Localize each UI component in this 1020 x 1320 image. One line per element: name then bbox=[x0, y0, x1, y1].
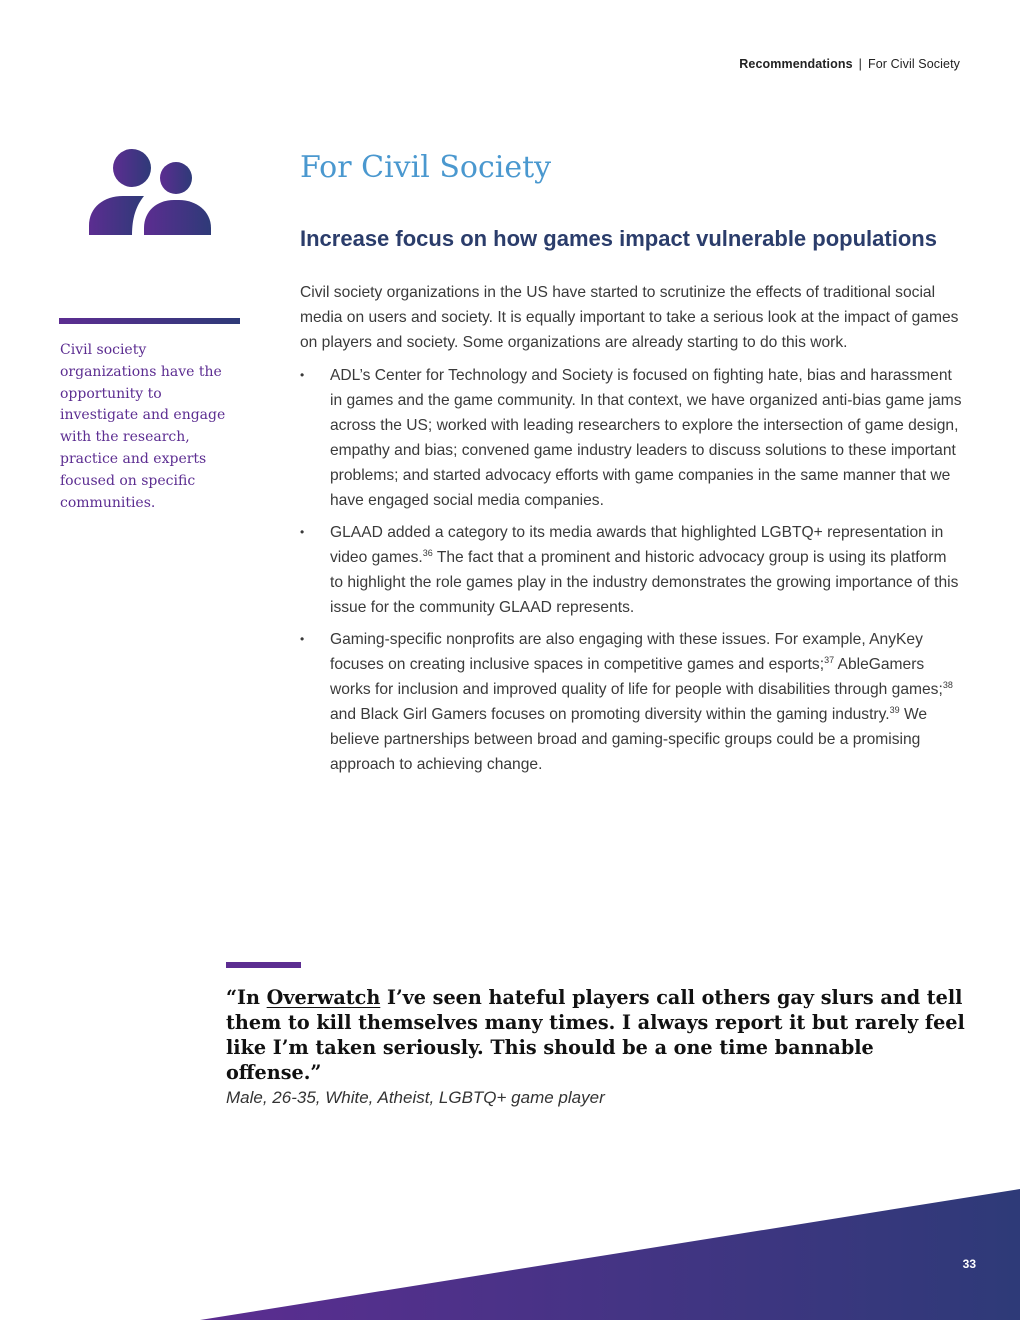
intro-paragraph: Civil society organizations in the US have started to scrutinize the effects of traditional social media on users and society. It is equally important to take a serious look at the impact of games on players and society. Some organizations are already starting to do this work. bbox=[300, 284, 959, 351]
quote-rest: I’ve seen hateful players call others gay slurs and tell them to kill themselves many times. I always report it but rarely feel like I’m taken seriously. This should be a one time bannable offense.” bbox=[226, 986, 965, 1084]
footnote-ref[interactable]: 37 bbox=[824, 654, 835, 665]
bullet-list bbox=[300, 363, 962, 777]
bullet-text: We believe partnerships between broad and gaming-specific groups could be a promising approach to achieving change. bbox=[330, 706, 928, 773]
header-subsection: For Civil Society bbox=[868, 57, 960, 71]
bullet-glyph: • bbox=[300, 525, 305, 539]
bullet-text: and Black Girl Gamers focuses on promoting diversity within the gaming industry. bbox=[330, 706, 890, 723]
pull-quote bbox=[226, 985, 966, 1085]
quote-open: “In bbox=[226, 986, 267, 1009]
body-text bbox=[300, 280, 962, 784]
running-header bbox=[739, 57, 960, 71]
footnote-ref[interactable]: 39 bbox=[889, 704, 900, 715]
bullet-glyph: • bbox=[300, 368, 305, 382]
bullet-text: The fact that a prominent and historic advocacy group is using its platform to highlight the role games play in the industry demonstrates the growing importance of this issue for the community GLAAD represents. bbox=[330, 549, 959, 616]
bullet-item-nonprofits bbox=[300, 627, 962, 777]
bullet-text: ADL’s Center for Technology and Society is focused on fighting hate, bias and harassment in games and the game community. In that context, we have organized anti-bias game jams across the US; worked with leading researchers to explore the intersection of game design, empathy and bias; convened game industry leaders to discuss solutions to these important problems; and started advocacy efforts with game companies in the same manner that we have engaged social media companies. bbox=[330, 367, 962, 509]
quote-accent-bar bbox=[226, 962, 301, 968]
people-group-icon bbox=[88, 148, 212, 236]
bullet-text: GLAAD added a category to its media awards that highlighted LGBTQ+ representation in video games. bbox=[330, 524, 944, 566]
page-number: 33 bbox=[962, 1257, 976, 1271]
bullet-glyph: • bbox=[300, 632, 305, 646]
header-separator: | bbox=[858, 57, 862, 71]
header-section: Recommendations bbox=[739, 57, 853, 71]
page-title: For Civil Society bbox=[300, 150, 552, 185]
footnote-ref[interactable]: 36 bbox=[422, 547, 433, 558]
quote-attribution: Male, 26-35, White, Atheist, LGBTQ+ game player bbox=[226, 1088, 605, 1107]
bullet-text: AbleGamers works for inclusion and improved quality of life for people with disabilities through games; bbox=[330, 656, 943, 698]
bullet-text: Gaming-specific nonprofits are also engaging with these issues. For example, AnyKey focuses on creating inclusive spaces in competitive games and esports; bbox=[330, 631, 923, 673]
sidebar-accent-bar bbox=[59, 318, 240, 324]
footer-decoration bbox=[0, 1180, 1020, 1320]
bullet-item-glaad bbox=[300, 520, 962, 620]
bullet-item-adl bbox=[300, 363, 962, 513]
quote-game-title: Overwatch bbox=[266, 986, 381, 1009]
footnote-ref[interactable]: 38 bbox=[942, 679, 953, 690]
sidebar-callout: Civil society organizations have the opportunity to investigate and engage with the research, practice and experts focused on specific communities. bbox=[60, 342, 226, 511]
section-subtitle: Increase focus on how games impact vulnerable populations bbox=[300, 226, 937, 251]
